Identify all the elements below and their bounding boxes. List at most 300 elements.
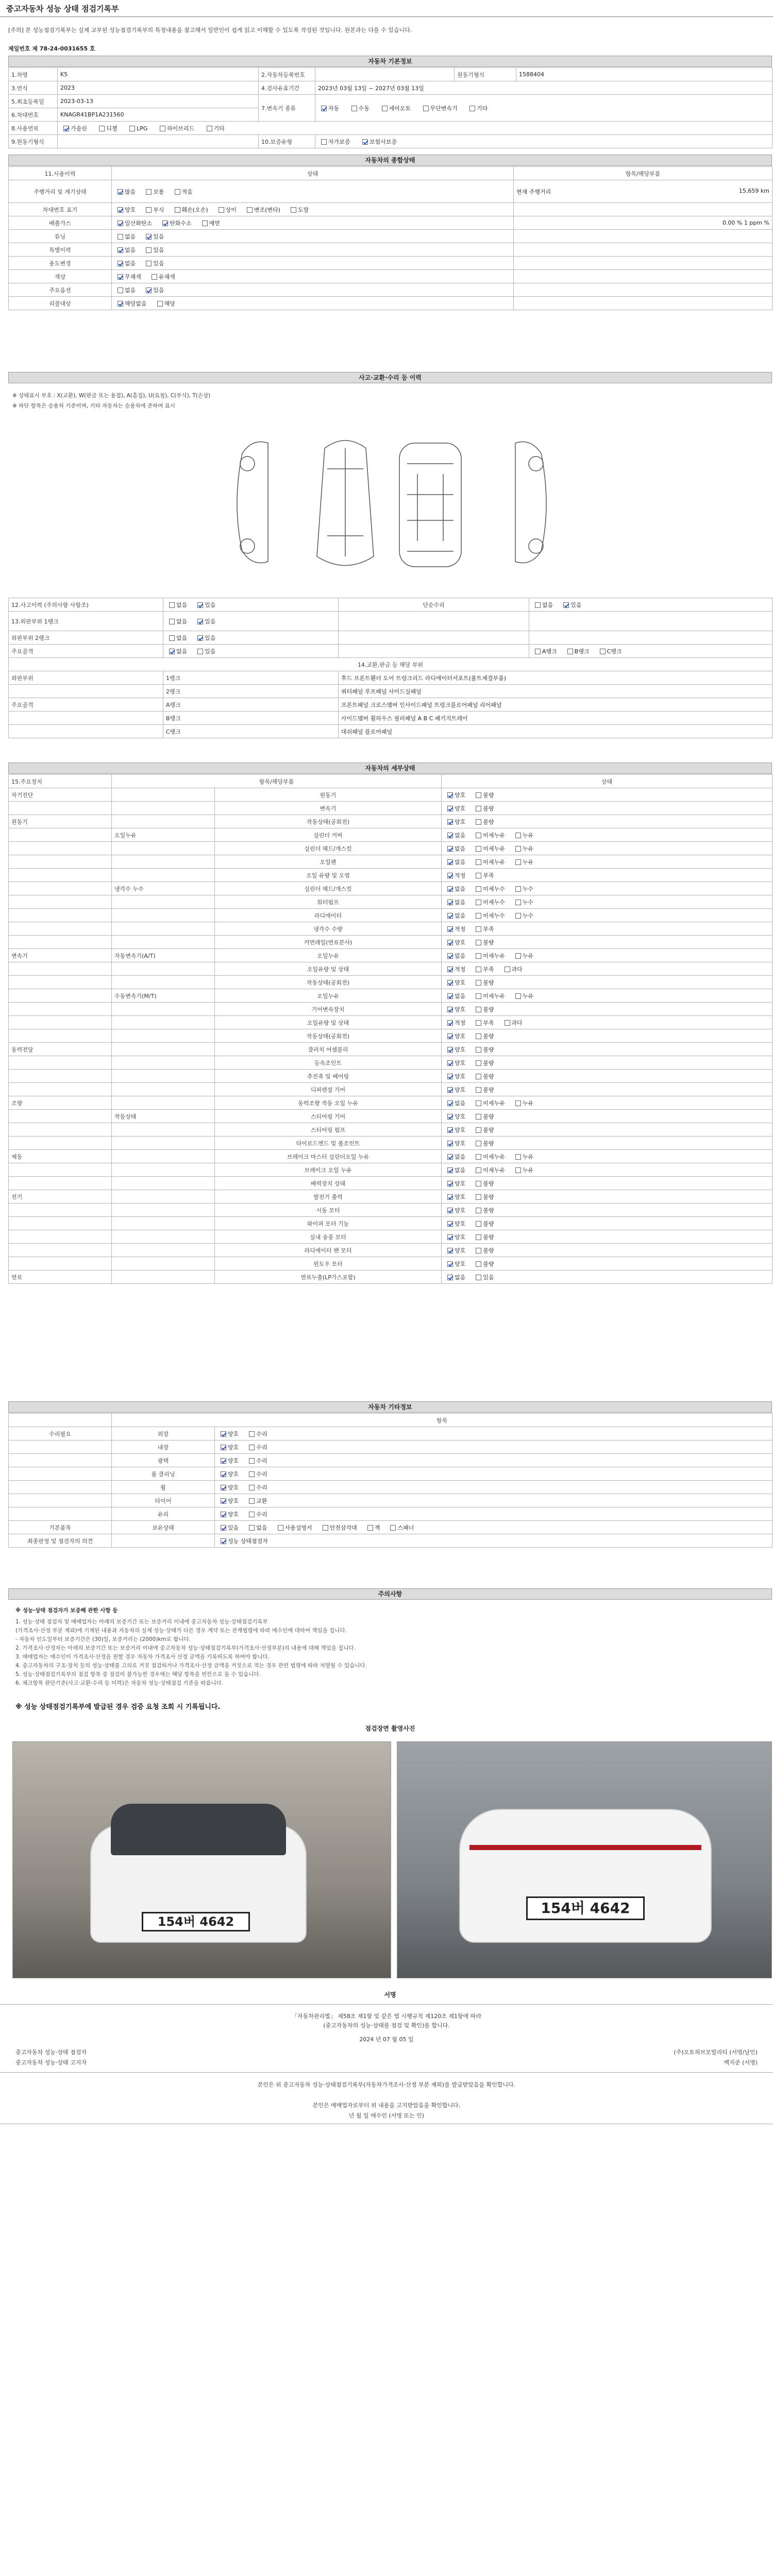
checkbox[interactable] [146,234,152,240]
detail-row [9,842,772,855]
parts-rank: A랭크 [163,698,339,711]
detail-item: 배력장치 상태 [215,1177,442,1190]
detail-row [9,922,772,936]
checkbox[interactable] [117,287,123,293]
checkbox[interactable] [197,619,203,624]
label-vin: 6.차대번호 [9,108,58,122]
detail-state [442,1096,772,1110]
checkbox[interactable] [447,873,453,878]
checkbox[interactable] [249,1485,255,1490]
checkbox[interactable] [567,649,573,654]
checkbox[interactable] [515,953,521,959]
checkbox[interactable] [476,967,481,972]
accident-label: 13.외판부위 1랭크 [9,612,163,631]
checkbox[interactable] [447,1060,453,1066]
checkbox[interactable] [447,1261,453,1267]
checkbox[interactable] [249,1498,255,1504]
checkbox[interactable] [447,792,453,798]
detail-item: 브레이크 마스터 실린더오일 누유 [215,1150,442,1163]
other-g: 최종판정 및 점검자의 의견 [9,1534,112,1548]
other-g [9,1494,112,1507]
checkbox[interactable] [197,602,203,608]
checkbox[interactable] [447,1208,453,1213]
checkbox[interactable] [447,993,453,999]
option-label: 양호 [455,1046,466,1053]
checkbox[interactable] [515,993,521,999]
detail-item: 냉각수 수량 [215,922,442,936]
detail-row [9,1257,772,1270]
checkbox[interactable] [99,126,105,131]
other-g: 기본품목 [9,1521,112,1534]
checkbox[interactable] [476,1020,481,1026]
option-label: 양호 [455,1006,466,1013]
detail-state [442,855,772,869]
checkbox[interactable] [476,1087,481,1093]
checkbox[interactable] [476,1261,481,1267]
checkbox[interactable] [476,1181,481,1187]
detail-row [9,895,772,909]
detail-group [9,1204,112,1217]
general-label: 주행거리 및 계기상태 [9,180,112,203]
checkbox[interactable] [476,926,481,932]
checkbox[interactable] [447,1234,453,1240]
checkbox[interactable] [146,189,152,195]
checkbox[interactable] [447,980,453,986]
option-label: 잭 [374,1524,380,1531]
checkbox[interactable] [476,806,481,811]
checkbox[interactable] [469,106,475,111]
accident-opts: 없음 있음 [163,631,339,645]
checkbox[interactable] [505,1020,510,1026]
checkbox[interactable] [476,913,481,919]
checkbox[interactable] [563,602,569,608]
note-line: 6. 체크항목 판단기준(사고·교환·수리 등 이력)은 자동차 성능·상태점검 기준을 따릅니다. [15,1680,224,1686]
checkbox[interactable] [117,301,123,307]
checkbox[interactable] [447,833,453,838]
detail-group [9,1137,112,1150]
accident-label: 주요골격 [9,645,163,658]
checkbox[interactable] [146,247,152,253]
detail-group [9,1244,112,1257]
checkbox[interactable] [447,1114,453,1120]
checkbox[interactable] [249,1458,255,1464]
checkbox[interactable] [447,846,453,852]
checkbox[interactable] [476,846,481,852]
option-label: 미세누유 [483,1166,505,1174]
checkbox[interactable] [129,126,135,131]
checkbox[interactable] [447,806,453,811]
other-state [215,1454,772,1467]
detail-row [9,855,772,869]
detail-row [9,1217,772,1230]
option-label: 수리 [256,1470,267,1478]
checkbox[interactable] [169,635,175,641]
checkbox[interactable] [476,1007,481,1012]
checkbox[interactable] [221,1471,226,1477]
detail-item: 오일팬 [215,855,442,869]
option-label: 누유 [522,1166,534,1174]
option-label: 없음 [455,952,466,959]
checkbox[interactable] [146,261,152,266]
sign-law-line: 「자동차관리법」 제58조 제1항 및 같은 법 시행규칙 제120조 제1항에 따라 [291,2013,482,2020]
checkbox[interactable] [476,1194,481,1200]
checkbox[interactable] [219,207,224,213]
option-label: 불량 [483,1247,494,1254]
checkbox[interactable] [447,1047,453,1053]
accident-opts: 없음 있음 [163,598,339,612]
option-label: 불량 [483,805,494,812]
checkbox[interactable] [197,635,203,641]
detail-group: 원동기 [9,815,112,828]
section-basic-header: 자동차 기본정보 [8,56,772,67]
detail-subgroup [112,1244,215,1257]
detail-row [9,1056,772,1070]
checkbox[interactable] [476,1141,481,1146]
checkbox[interactable] [447,1074,453,1079]
option-label: 양호 [455,1140,466,1147]
checkbox[interactable] [476,1208,481,1213]
other-state [215,1534,772,1548]
checkbox[interactable] [447,1100,453,1106]
other-row [9,1481,772,1494]
checkbox[interactable] [476,1074,481,1079]
checkbox[interactable] [476,1248,481,1253]
note-line: (가격조사·산정 부분 제외)에 기재된 내용과 자동차의 실제 성능·상태가 다른 경우 계약 또는 관계법령에 따라 매수인에 대하여 책임을 집니다. [15,1628,347,1634]
checkbox[interactable] [476,980,481,986]
checkbox[interactable] [447,1275,453,1280]
checkbox[interactable] [221,1458,226,1464]
checkbox[interactable] [476,886,481,892]
checkbox[interactable] [476,953,481,959]
detail-subgroup [112,976,215,989]
other-row [9,1467,772,1481]
checkbox[interactable] [175,207,180,213]
checkbox[interactable] [146,287,152,293]
checkbox[interactable] [515,833,521,838]
checkbox[interactable] [169,602,175,608]
option-label: 양호 [455,1233,466,1241]
value-car-name: K5 [58,68,259,81]
checkbox[interactable] [207,126,212,131]
checkbox[interactable] [476,819,481,825]
checkbox[interactable] [221,1538,226,1544]
detail-state [442,962,772,976]
detail-row [9,1163,772,1177]
detail-subgroup [112,802,215,815]
checkbox[interactable] [476,993,481,999]
detail-subgroup [112,922,215,936]
option-label: 사용설명서 [284,1524,312,1531]
checkbox[interactable] [447,1007,453,1012]
other-row [9,1454,772,1467]
detail-item: 오일유량 및 상태 [215,962,442,976]
certificate-number: 제일번호 제 78-24-0031655 호 [8,45,95,52]
label-inspection-period: 4.검사유효기간 [259,81,315,95]
general-head-usage: 11.사용이력 [9,167,112,180]
checkbox[interactable] [152,274,157,280]
checkbox[interactable] [321,106,327,111]
sign-divider [0,2072,773,2073]
general-table [8,166,772,310]
general-label: 튜닝 [9,230,112,243]
detail-state [442,1163,772,1177]
option-label: 없음 [455,858,466,866]
checkbox[interactable] [162,221,168,226]
checkbox[interactable] [515,859,521,865]
detail-item: 라디에이터 팬 모터 [215,1244,442,1257]
detail-item: 발전기 출력 [215,1190,442,1204]
checkbox[interactable] [476,900,481,905]
detail-item: 변속기 [215,802,442,815]
checkbox[interactable] [117,189,123,195]
checkbox[interactable] [247,207,253,213]
checkbox[interactable] [476,873,481,878]
option-label: 스패너 [397,1524,414,1531]
label-engine-type: 원동기형식 [455,68,516,81]
checkbox[interactable] [447,967,453,972]
detail-item: 브레이크 오일 누유 [215,1163,442,1177]
checkbox[interactable] [197,649,203,654]
detail-row [9,1123,772,1137]
section-photo-header: 점검장면 촬영사진 [8,1723,772,1735]
checkbox[interactable] [447,1141,453,1146]
checkbox[interactable] [447,886,453,892]
checkbox[interactable] [476,1060,481,1066]
checkbox[interactable] [146,207,152,213]
option-label: 수리 [256,1457,267,1464]
general-label: 리콜대상 [9,297,112,310]
option-label: 미세누유 [483,1153,505,1160]
checkbox[interactable] [221,1498,226,1504]
detail-row [9,828,772,842]
checkbox[interactable] [362,139,368,145]
label-motor: 9.원동기형식 [9,135,58,148]
checkbox[interactable] [476,1033,481,1039]
checkbox[interactable] [476,1100,481,1106]
option-label: 불량 [483,1140,494,1147]
checkbox[interactable] [157,301,163,307]
checkbox[interactable] [476,1167,481,1173]
checkbox[interactable] [447,1154,453,1160]
checkbox[interactable] [447,1194,453,1200]
other-g [9,1467,112,1481]
checkbox[interactable] [476,1275,481,1280]
checkbox[interactable] [423,106,429,111]
checkbox[interactable] [249,1525,255,1531]
option-label: 누유 [522,858,534,866]
checkbox[interactable] [63,126,69,131]
option-label: 양호 [455,818,466,825]
detail-state [442,1016,772,1029]
value-year: 2023 [58,81,259,95]
checkbox[interactable] [515,900,521,905]
checkbox[interactable] [600,649,606,654]
detail-state [442,1003,772,1016]
checkbox[interactable] [535,602,541,608]
checkbox[interactable] [447,1181,453,1187]
checkbox[interactable] [476,1127,481,1133]
detail-group [9,882,112,895]
detail-state [442,1177,772,1190]
section-detail-header: 자동차의 세부상태 [8,762,772,774]
checkbox[interactable] [447,1248,453,1253]
checkbox[interactable] [321,139,327,145]
wheel-icon [240,456,255,471]
checkbox[interactable] [291,207,296,213]
detail-item: 윈도우 모터 [215,1257,442,1270]
checkbox[interactable] [351,106,357,111]
checkbox[interactable] [447,1087,453,1093]
detail-item: 타이로드엔드 및 볼조인트 [215,1137,442,1150]
checkbox[interactable] [505,967,510,972]
detail-item: 시동 모터 [215,1204,442,1217]
option-label: 양호 [455,1180,466,1187]
detail-row [9,869,772,882]
checkbox[interactable] [175,189,180,195]
checkbox[interactable] [515,886,521,892]
wheel-icon [529,456,543,471]
checkbox[interactable] [117,274,123,280]
checkbox[interactable] [515,846,521,852]
checkbox[interactable] [202,221,208,226]
detail-subgroup: 수동변속기(M/T) [112,989,215,1003]
checkbox[interactable] [535,649,541,654]
section-notes-header: 주의사항 [8,1588,772,1600]
checkbox[interactable] [476,1221,481,1227]
detail-group: 조향 [9,1096,112,1110]
option-label: 불량 [483,791,494,799]
rear-license-plate: 154버 4642 [526,1896,645,1920]
price-name: 백지준 (서명) [724,2059,758,2066]
detail-item: 오일 유량 및 오염 [215,869,442,882]
detail-row [9,1029,772,1043]
detail-subgroup [112,1190,215,1204]
checkbox[interactable] [447,819,453,825]
option-label: 없음 [455,1274,466,1281]
checkbox[interactable] [117,221,123,226]
detail-subgroup [112,909,215,922]
checkbox[interactable] [515,1154,521,1160]
detail-state [442,815,772,828]
checkbox[interactable] [476,792,481,798]
checkbox[interactable] [249,1512,255,1517]
checkbox[interactable] [221,1525,226,1531]
detail-row [9,909,772,922]
checkbox[interactable] [221,1512,226,1517]
option-label: 미세누수 [483,885,505,892]
checkbox[interactable] [447,940,453,945]
checkbox[interactable] [278,1525,283,1531]
checkbox[interactable] [447,1127,453,1133]
checkbox[interactable] [117,207,123,213]
checkbox[interactable] [515,913,521,919]
option-label: 누수 [522,899,534,906]
detail-subgroup [112,1270,215,1284]
option-label: 양호 [455,1032,466,1040]
checkbox[interactable] [390,1525,396,1531]
accident-legend-note: ※ 하단 항목은 승용차 기준이며, 기타 자동차는 승용차에 준하여 표시 [12,403,176,409]
detail-state [442,788,772,802]
detail-group: 제동 [9,1150,112,1163]
checkbox[interactable] [117,247,123,253]
option-label: 없음 [455,899,466,906]
checkbox[interactable] [476,859,481,865]
checkbox[interactable] [447,1020,453,1026]
checkbox[interactable] [447,900,453,905]
checkbox[interactable] [221,1445,226,1450]
checkbox[interactable] [476,1234,481,1240]
detail-group [9,802,112,815]
checkbox[interactable] [447,926,453,932]
checkbox[interactable] [447,1167,453,1173]
checkbox[interactable] [160,126,165,131]
detail-group [9,1177,112,1190]
detail-group [9,1083,112,1096]
checkbox[interactable] [447,1221,453,1227]
checkbox[interactable] [323,1525,328,1531]
checkbox[interactable] [447,859,453,865]
checkbox[interactable] [221,1485,226,1490]
option-label: 미세누유 [483,992,505,999]
note-line: 1. 성능·상태 점검자 및 매매업자는 아래의 보증기간 또는 보증거리 이내에 중고자동차 성능·상태점검기록부 [15,1619,268,1625]
general-opts: 없음 있음 [112,230,514,243]
general-label: 배출가스 [9,216,112,230]
option-label: 양호 [455,1073,466,1080]
checkbox[interactable] [476,833,481,838]
checkbox[interactable] [221,1431,226,1437]
notes-footer: ※ 성능 상태점검기록부에 발급된 경우 검증 요청 조회 시 기록됩니다. [15,1703,221,1711]
option-label: 양호 [455,939,466,946]
general-head-item: 항목/해당부품 [514,167,772,180]
sign-buyer-line: 년 월 일 매수인 (서명 또는 인) [348,2112,425,2119]
checkbox[interactable] [515,1167,521,1173]
other-i: 유리 [112,1507,215,1521]
option-label: 있음 [483,1274,494,1281]
checkbox[interactable] [476,1154,481,1160]
checkbox[interactable] [382,106,388,111]
detail-state [442,936,772,949]
section-general-header: 자동차의 종합상태 [8,155,772,166]
detail-subgroup [112,1217,215,1230]
checkbox[interactable] [476,940,481,945]
checkbox[interactable] [515,1100,521,1106]
checkbox[interactable] [447,913,453,919]
checkbox[interactable] [447,953,453,959]
detail-item: 원동기 [215,788,442,802]
detail-row [9,1244,772,1257]
detail-group [9,1163,112,1177]
option-label: 불량 [483,1126,494,1133]
checkbox[interactable] [476,1114,481,1120]
checkbox[interactable] [476,1047,481,1053]
checkbox[interactable] [249,1431,255,1437]
checkbox[interactable] [117,261,123,266]
checkbox[interactable] [169,619,175,624]
checkbox[interactable] [169,649,175,654]
option-label: 수리 [256,1444,267,1451]
option-label: 과다 [511,965,523,973]
option-label: 양호 [228,1444,239,1451]
checkbox[interactable] [117,234,123,240]
checkbox[interactable] [367,1525,373,1531]
detail-item: 클러치 어셈블리 [215,1043,442,1056]
option-label: 누유 [522,1153,534,1160]
checkbox[interactable] [249,1445,255,1450]
detail-row [9,1083,772,1096]
checkbox[interactable] [249,1471,255,1477]
detail-state [442,989,772,1003]
checkbox[interactable] [447,1033,453,1039]
